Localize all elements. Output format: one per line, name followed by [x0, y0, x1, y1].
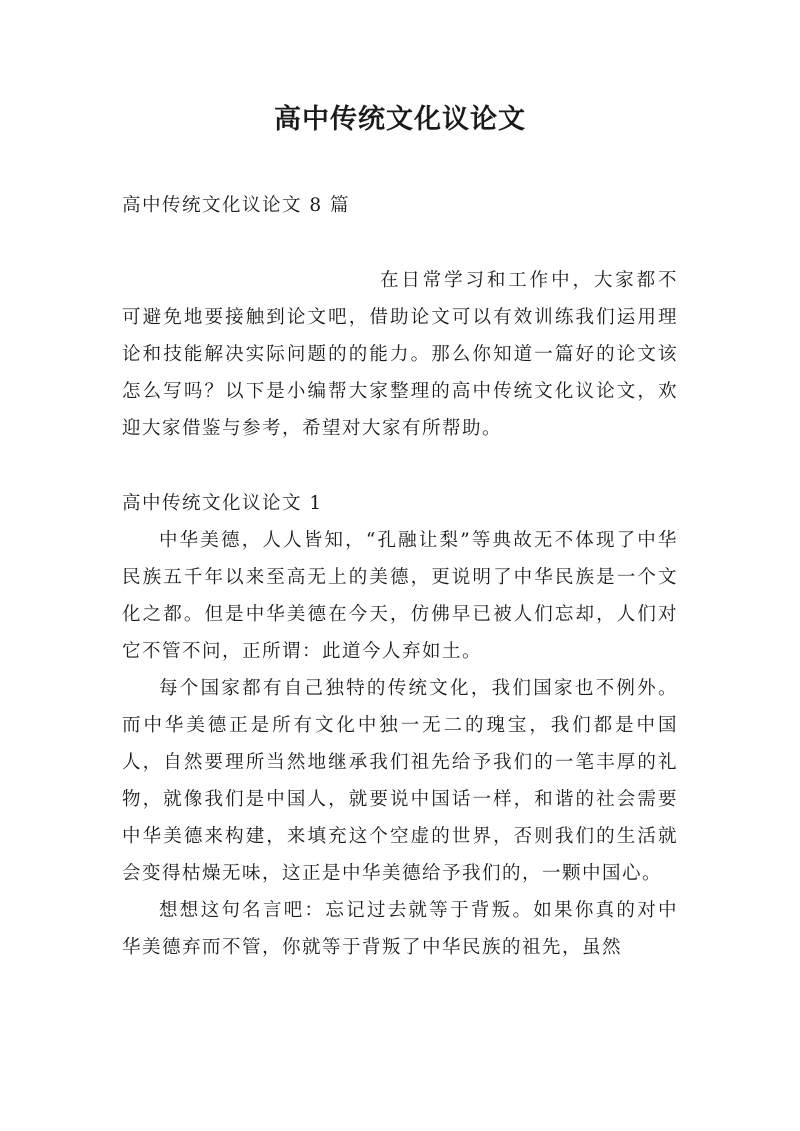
body-text: [122, 522, 678, 966]
body-paragraph: 想想这句名言吧：忘记过去就等于背叛。如果你真的对中华美德弃而不管，你就等于背叛了中华民族的祖先，虽然: [122, 900, 678, 958]
intro-paragraph: 在日常学习和工作中，大家都不可避免地要接触到论文吧，借助论文可以有效训练我们运用理论和技能解决实际问题的的能力。那么你知道一篇好的论文该怎么写吗？以下是小编帮大家整理的高中传统文化议论文，欢迎大家借鉴与参考，希望对大家有所帮助。: [122, 270, 678, 439]
section-heading: 高中传统文化议论文 1: [122, 493, 323, 514]
document-title: 高中传统文化议论文: [274, 104, 526, 135]
body-paragraph: 中华美德，人人皆知，“孔融让梨”等典故无不体现了中华民族五千年以来至高无上的美德，更说明了中华民族是一个文化之都。但是中华美德在今天，仿佛早已被人们忘却，人们对它不管不问，正所谓：此道今人弃如土。: [122, 530, 678, 662]
body-paragraph: 每个国家都有自己独特的传统文化，我们国家也不例外。而中华美德正是所有文化中独一无二的瑰宝，我们都是中国人，自然要理所当然地继承我们祖先给予我们的一笔丰厚的礼物，就像我们是中国人，就要说中国话一样，和谐的社会需要中华美德来构建，来填充这个空虚的世界，否则我们的生活就会变得枯燥无味，这正是中华美德给予我们的，一颗中国心。: [122, 678, 678, 884]
document-subtitle: 高中传统文化议论文 8 篇: [122, 195, 351, 216]
